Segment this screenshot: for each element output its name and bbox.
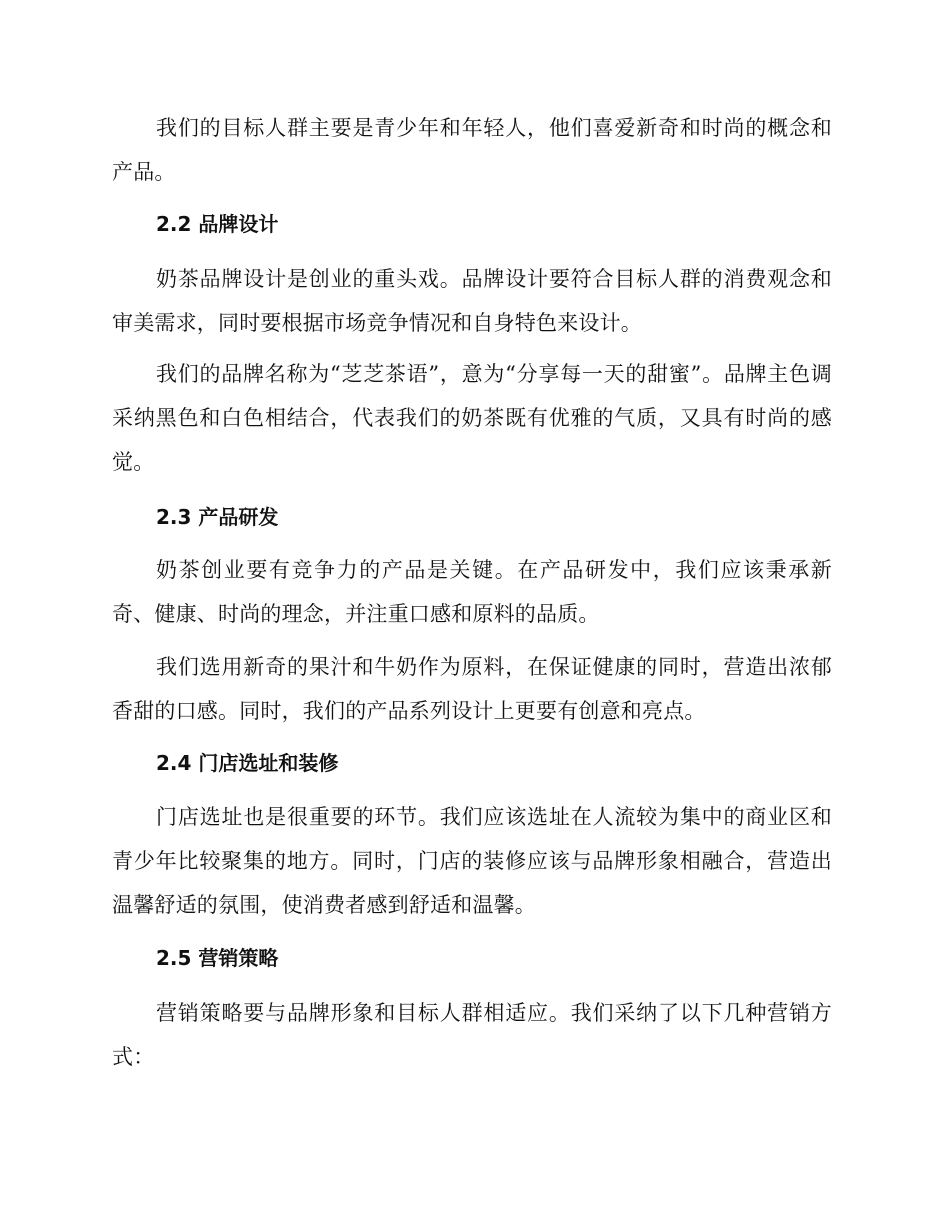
- paragraph-ingredients: 我们选用新奇的果汁和牛奶作为原料，在保证健康的同时，营造出浓郁香甜的口感。同时，我们的产品系列设计上更要有创意和亮点。: [112, 655, 832, 723]
- paragraph-brand-design-intro: 奶茶品牌设计是创业的重头戏。品牌设计要符合目标人群的消费观念和审美需求，同时要根据市场竞争情况和自身特色来设计。: [112, 267, 832, 335]
- heading-marketing-strategy: 2.5 营销策略: [156, 946, 279, 970]
- paragraph-product-development-intro: 奶茶创业要有竞争力的产品是关键。在产品研发中，我们应该秉承新奇、健康、时尚的理念，并注重口感和原料的品质。: [112, 558, 832, 626]
- heading-store-location: 2.4 门店选址和装修: [156, 751, 339, 775]
- paragraph-store-location: 门店选址也是很重要的环节。我们应该选址在人流较为集中的商业区和青少年比较聚集的地方。同时，门店的装修应该与品牌形象相融合，营造出温馨舒适的氛围，使消费者感到舒适和温馨。: [112, 805, 832, 917]
- heading-product-development: 2.3 产品研发: [156, 505, 279, 529]
- paragraph-marketing-strategy: 营销策略要与品牌形象和目标人群相适应。我们采纳了以下几种营销方式：: [112, 1001, 832, 1069]
- paragraph-brand-name: 我们的品牌名称为“芝芝茶语”，意为“分享每一天的甜蜜”。品牌主色调采纳黑色和白色相结合，代表我们的奶茶既有优雅的气质，又具有时尚的感觉。: [112, 362, 832, 474]
- heading-brand-design: 2.2 品牌设计: [156, 212, 279, 236]
- paragraph-target-audience: 我们的目标人群主要是青少年和年轻人，他们喜爱新奇和时尚的概念和产品。: [112, 116, 832, 184]
